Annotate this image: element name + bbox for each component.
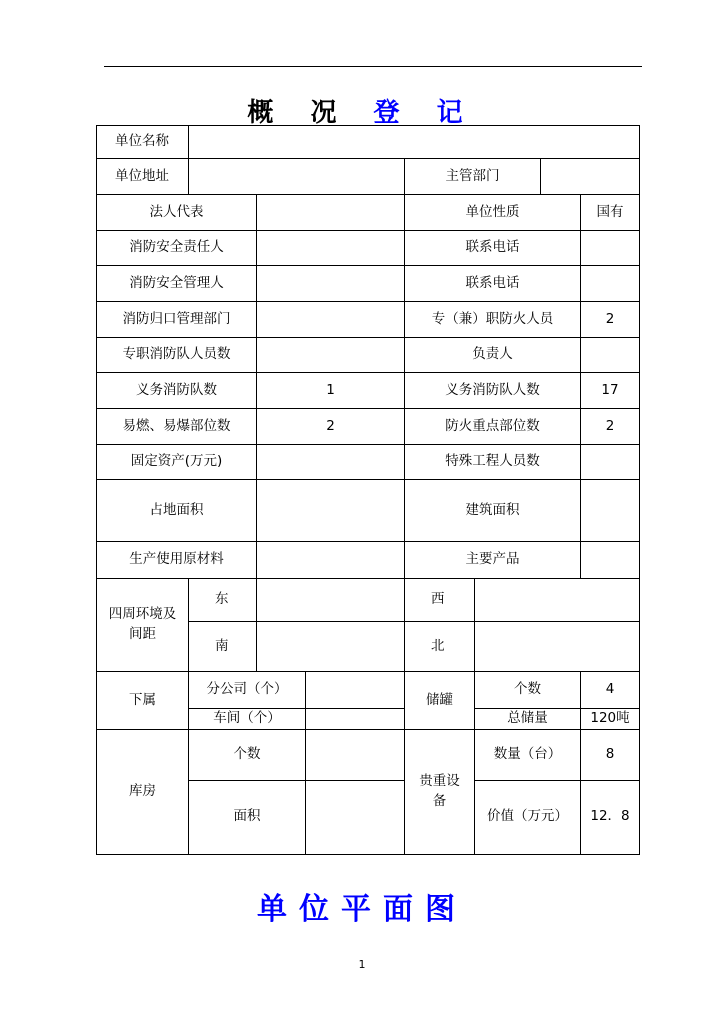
west-value[interactable] — [475, 579, 640, 622]
title-part2: 登 记 — [373, 98, 477, 128]
west-label: 西 — [405, 579, 475, 622]
unit-nature-value: 国有 — [581, 195, 640, 231]
fire-safety-responsible-value[interactable] — [257, 231, 405, 266]
person-in-charge-label: 负责人 — [405, 338, 581, 373]
north-label: 北 — [405, 622, 475, 672]
fixed-assets-label: 固定资产(万元) — [97, 445, 257, 480]
warehouse-count-label: 个数 — [189, 729, 306, 780]
raw-materials-value[interactable] — [257, 542, 405, 579]
tank-count-value: 4 — [581, 672, 640, 709]
building-area-value[interactable] — [581, 480, 640, 542]
supervisor-dept-value[interactable] — [541, 159, 640, 195]
special-engineers-value[interactable] — [581, 445, 640, 480]
subordinate-label: 下属 — [97, 672, 189, 730]
land-area-label: 占地面积 — [97, 480, 257, 542]
flammable-sites-value: 2 — [257, 409, 405, 445]
main-products-label: 主要产品 — [405, 542, 581, 579]
east-value[interactable] — [257, 579, 405, 622]
fire-staff-value: 2 — [581, 302, 640, 338]
contact-phone-label: 联系电话 — [405, 266, 581, 302]
volunteer-members-label: 义务消防队人数 — [405, 373, 581, 409]
equip-value-label: 价值（万元） — [475, 780, 581, 854]
tank-count-label: 个数 — [475, 672, 581, 709]
warehouse-area-value[interactable] — [306, 780, 405, 854]
workshop-value[interactable] — [306, 709, 405, 730]
legal-rep-label: 法人代表 — [97, 195, 257, 231]
tank-total-label: 总储量 — [475, 709, 581, 730]
north-value[interactable] — [475, 622, 640, 672]
page-title — [0, 92, 724, 129]
warehouse-label: 库房 — [97, 729, 189, 854]
fire-mgmt-dept-label: 消防归口管理部门 — [97, 302, 257, 338]
unit-address-label: 单位地址 — [97, 159, 189, 195]
plan-title: 单位平面图 — [257, 892, 467, 927]
building-area-label: 建筑面积 — [405, 480, 581, 542]
registration-table — [96, 125, 640, 855]
fulltime-team-count-value[interactable] — [257, 338, 405, 373]
contact-phone-label: 联系电话 — [405, 231, 581, 266]
warehouse-area-label: 面积 — [189, 780, 306, 854]
land-area-value[interactable] — [257, 480, 405, 542]
unit-name-label: 单位名称 — [97, 126, 189, 159]
workshop-label: 车间（个） — [189, 709, 306, 730]
branch-company-label: 分公司（个） — [189, 672, 306, 709]
tank-total-value: 120吨 — [581, 709, 640, 730]
volunteer-teams-label: 义务消防队数 — [97, 373, 257, 409]
volunteer-teams-value: 1 — [257, 373, 405, 409]
surroundings-label: 四周环境及间距 — [97, 579, 189, 672]
fire-mgmt-dept-value[interactable] — [257, 302, 405, 338]
equip-quantity-value: 8 — [581, 729, 640, 780]
fire-staff-label: 专（兼）职防火人员 — [405, 302, 581, 338]
south-value[interactable] — [257, 622, 405, 672]
equip-quantity-label: 数量（台） — [475, 729, 581, 780]
branch-company-value[interactable] — [306, 672, 405, 709]
title-part1: 概 况 — [247, 98, 351, 128]
raw-materials-label: 生产使用原材料 — [97, 542, 257, 579]
east-label: 东 — [189, 579, 257, 622]
header-rule — [104, 66, 642, 67]
main-products-value[interactable] — [581, 542, 640, 579]
fixed-assets-value[interactable] — [257, 445, 405, 480]
flammable-sites-label: 易燃、易爆部位数 — [97, 409, 257, 445]
valuable-equipment-label: 贵重设备 — [405, 729, 475, 854]
warehouse-count-value[interactable] — [306, 729, 405, 780]
legal-rep-value[interactable] — [257, 195, 405, 231]
contact-phone-value[interactable] — [581, 231, 640, 266]
key-fire-sites-value: 2 — [581, 409, 640, 445]
tank-label: 储罐 — [405, 672, 475, 730]
fire-safety-manager-label: 消防安全管理人 — [97, 266, 257, 302]
fulltime-team-count-label: 专职消防队人员数 — [97, 338, 257, 373]
volunteer-members-value: 17 — [581, 373, 640, 409]
person-in-charge-value[interactable] — [581, 338, 640, 373]
fire-safety-responsible-label: 消防安全责任人 — [97, 231, 257, 266]
key-fire-sites-label: 防火重点部位数 — [405, 409, 581, 445]
equip-value-value: 12．8 — [581, 780, 640, 854]
unit-nature-label: 单位性质 — [405, 195, 581, 231]
fire-safety-manager-value[interactable] — [257, 266, 405, 302]
unit-name-value[interactable] — [189, 126, 640, 159]
special-engineers-label: 特殊工程人员数 — [405, 445, 581, 480]
page-number: 1 — [358, 958, 366, 971]
south-label: 南 — [189, 622, 257, 672]
contact-phone-value[interactable] — [581, 266, 640, 302]
supervisor-dept-label: 主管部门 — [405, 159, 541, 195]
unit-address-value[interactable] — [189, 159, 405, 195]
